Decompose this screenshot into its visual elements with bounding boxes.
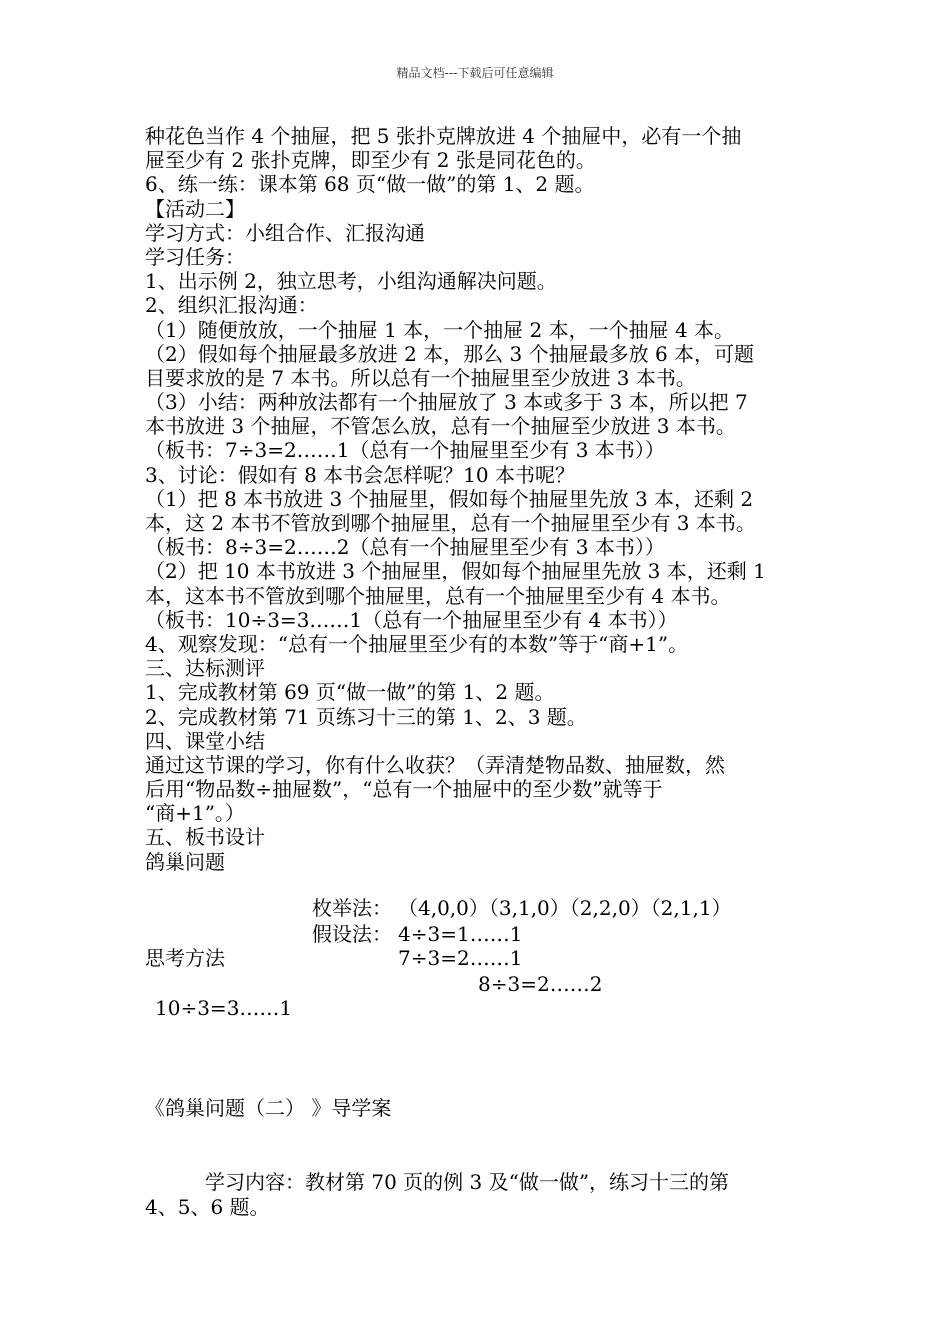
text-line: 2、完成教材第 71 页练习十三的第 1、2、3 题。 — [145, 704, 587, 729]
text-line: 屉至少有 2 张扑克牌，即至少有 2 张是同花色的。 — [145, 148, 596, 173]
content-line: 学习内容：教材第 70 页的例 3 及“做一做”，练习十三的第 — [205, 1170, 730, 1194]
text-line: 种花色当作 4 个抽屉，把 5 张扑克牌放进 4 个抽屉中，必有一个抽 — [145, 124, 742, 148]
board-think-label: 思考方法 — [145, 946, 225, 970]
text-line: “商+1”。） — [145, 801, 245, 826]
text-line: （板书：7÷3=2……1（总有一个抽屉里至少有 3 本书）） — [145, 438, 665, 463]
text-line: （2）假如每个抽屉最多放进 2 本，那么 3 个抽屉最多放 6 本，可题 — [145, 341, 755, 366]
text-line: 本，这本书不管放到哪个抽屉里，总有一个抽屉里至少有 4 本书。 — [145, 583, 731, 608]
text-line: （3）小结：两种放法都有一个抽屉放了 3 本或多于 3 本，所以把 7 — [145, 390, 748, 415]
board-assume-label: 假设法： — [312, 922, 392, 946]
board-equation: 4÷3=1……1 — [398, 922, 523, 946]
text-line: 1、完成教材第 69 页“做一做”的第 1、2 题。 — [145, 680, 555, 705]
board-equation: 10÷3=3……1 — [155, 996, 293, 1020]
text-line: （1）随便放放，一个抽屉 1 本，一个抽屉 2 本，一个抽屉 4 本。 — [145, 317, 735, 342]
section-heading: 【活动二】 — [145, 196, 245, 221]
text-line: （板书：10÷3=3……1（总有一个抽屉里至少有 4 本书）） — [145, 607, 678, 632]
board-title: 鸽巢问题 — [145, 849, 225, 874]
text-line: （1）把 8 本书放进 3 个抽屉里，假如每个抽屉里先放 3 本，还剩 2 — [145, 486, 754, 511]
board-enum-values: （4,0,0）（3,1,0）（2,2,0）（2,1,1） — [398, 896, 732, 920]
body-text — [145, 124, 845, 874]
board-equation: 7÷3=2……1 — [398, 946, 523, 970]
text-line: 目要求放的是 7 本书。所以总有一个抽屉里至少放进 3 本书。 — [145, 365, 696, 390]
content-line: 4、5、6 题。 — [145, 1195, 270, 1219]
board-enum-label: 枚举法： — [312, 896, 392, 920]
section-heading: 三、达标测评 — [145, 656, 265, 681]
text-line: 本，这 2 本书不管放到哪个抽屉里，总有一个抽屉里至少有 3 本书。 — [145, 511, 756, 535]
text-line: 通过这节课的学习，你有什么收获？（弄清楚物品数、抽屉数，然 — [145, 752, 725, 777]
text-line: （板书：8÷3=2……2（总有一个抽屉里至少有 3 本书）） — [145, 535, 665, 560]
text-line: 学习任务： — [145, 244, 245, 269]
text-line: 本书放进 3 个抽屉，不管怎么放，总有一个抽屉至少放进 3 本书。 — [145, 414, 736, 439]
text-line: 2、组织汇报沟通： — [145, 293, 318, 318]
text-line: 6、练一练：课本第 68 页“做一做”的第 1、2 题。 — [145, 172, 595, 197]
text-line: 学习方式：小组合作、汇报沟通 — [145, 220, 425, 245]
section-heading: 五、板书设计 — [145, 825, 265, 850]
next-section-title: 《鸽巢问题（二） 》导学案 — [145, 1096, 392, 1120]
text-line: 1、出示例 2，独立思考，小组沟通解决问题。 — [145, 269, 557, 294]
text-line: 后用“物品数÷抽屉数”，“总有一个抽屉中的至少数”就等于 — [145, 777, 663, 802]
text-line: （2）把 10 本书放进 3 个抽屉里，假如每个抽屉里先放 3 本，还剩 1 — [145, 559, 766, 584]
board-equation: 8÷3=2……2 — [478, 972, 603, 996]
section-heading: 四、课堂小结 — [145, 728, 265, 753]
page-header: 精品文档---下载后可任意编辑 — [396, 66, 554, 80]
text-line: 4、观察发现：“总有一个抽屉里至少有的本数”等于“商+1”。 — [145, 631, 689, 656]
text-line: 3、讨论：假如有 8 本书会怎样呢？10 本书呢？ — [145, 462, 575, 487]
